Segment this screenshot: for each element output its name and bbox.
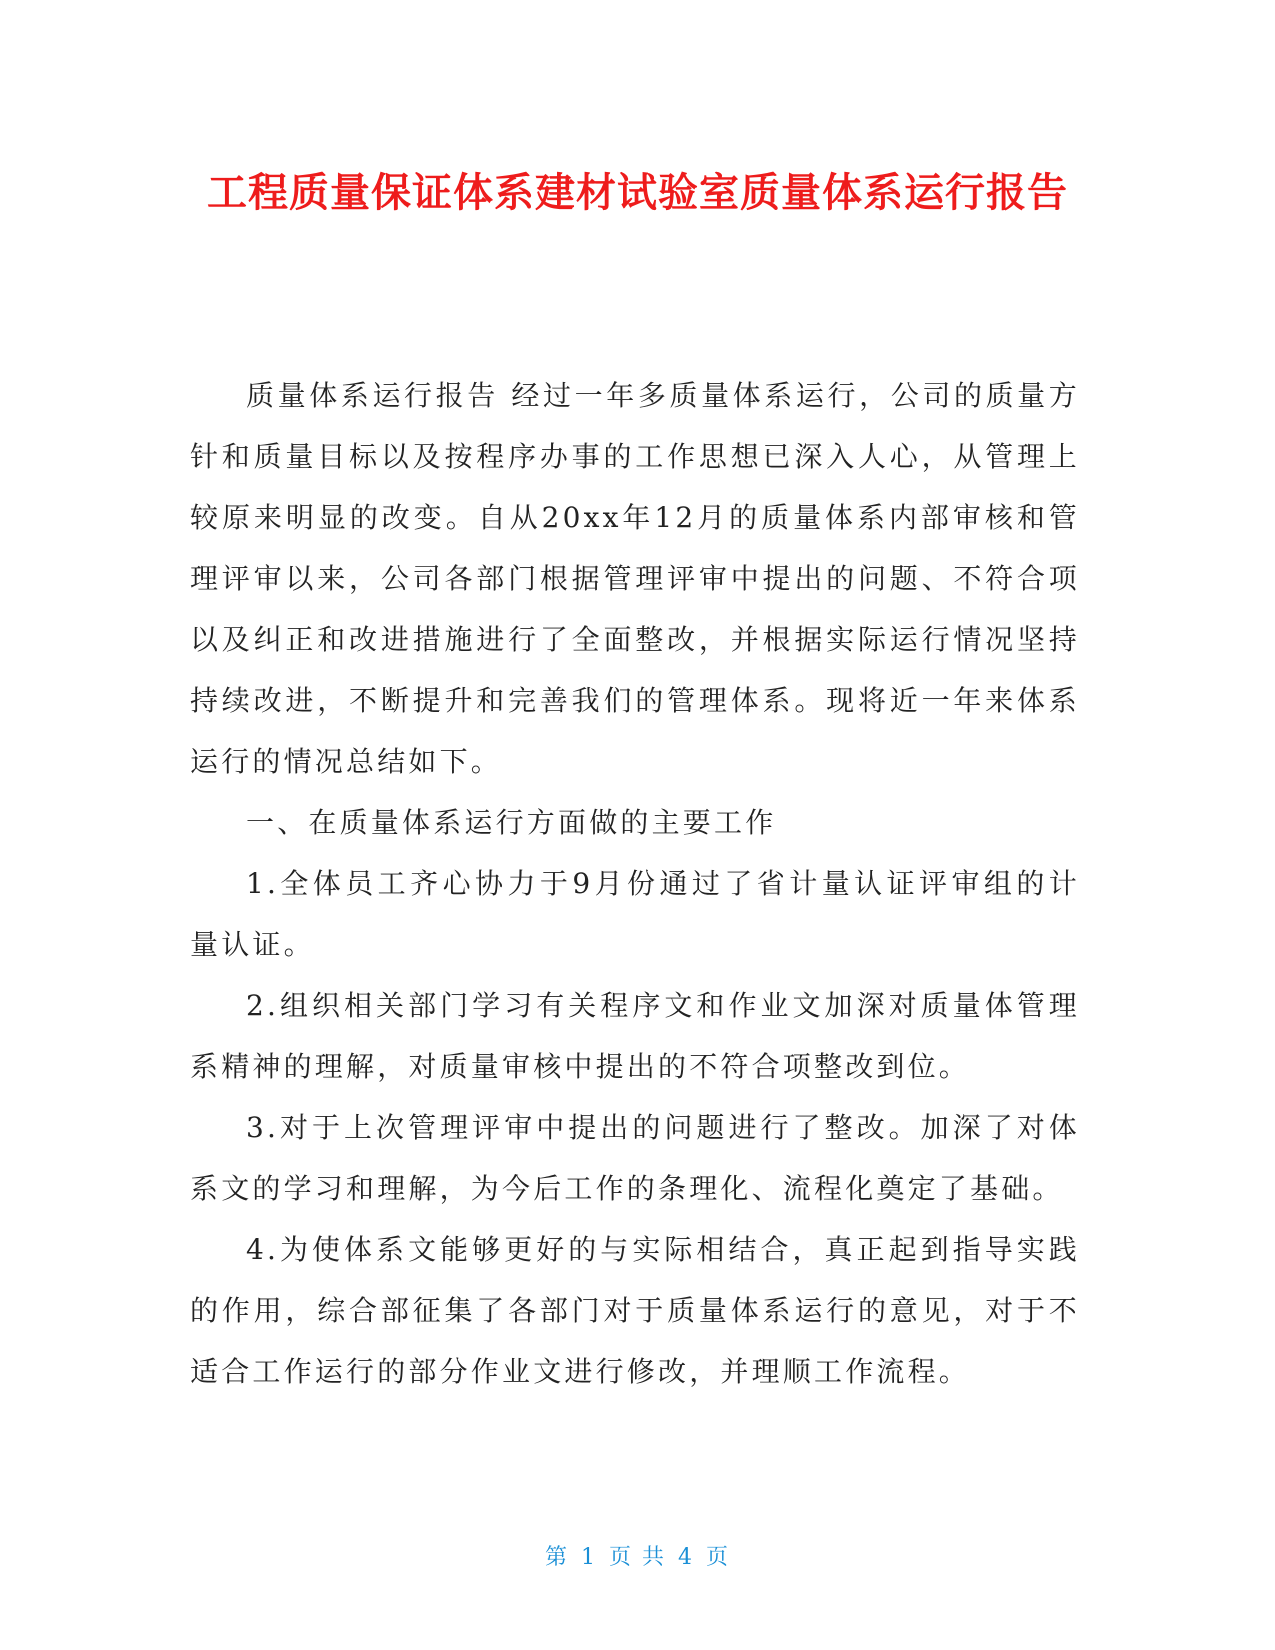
footer-total-pages: 4 bbox=[678, 1545, 694, 1570]
list-item-4: 4.为使体系文能够更好的与实际相结合，真正起到指导实践的作用，综合部征集了各部门对于质量体系运行的意见，对于不适合工作运行的部分作业文进行修改，并理顺工作流程。 bbox=[190, 1233, 1080, 1388]
list-item-3: 3.对于上次管理评审中提出的问题进行了整改。加深了对体系文的学习和理解，为今后工作的条理化、流程化奠定了基础。 bbox=[190, 1111, 1080, 1205]
footer-current-page: 1 bbox=[581, 1545, 597, 1570]
document-body bbox=[190, 365, 1080, 1402]
section-heading: 一、在质量体系运行方面做的主要工作 bbox=[246, 806, 777, 839]
list-item-1: 1.全体员工齐心协力于9月份通过了省计量认证评审组的计量认证。 bbox=[190, 867, 1080, 961]
list-item-2: 2.组织相关部门学习有关程序文和作业文加深对质量体管理系精神的理解，对质量审核中提出的不符合项整改到位。 bbox=[190, 989, 1080, 1083]
paragraph-intro: 质量体系运行报告 经过一年多质量体系运行，公司的质量方针和质量目标以及按程序办事的工作思想已深入人心，从管理上较原来明显的改变。自从20xx年12月的质量体系内部审核和管理评审以来，公司各部门根据管理评审中提出的问题、不符合项以及纠正和改进措施进行了全面整改，并根据实际运行情况坚持持续改进，不断提升和完善我们的管理体系。现将近一年来体系运行的情况总结如下。 bbox=[190, 379, 1080, 778]
page-footer bbox=[0, 1540, 1275, 1571]
footer-mid: 页 共 bbox=[609, 1545, 666, 1570]
footer-suffix: 页 bbox=[706, 1545, 731, 1570]
footer-prefix: 第 bbox=[544, 1545, 569, 1570]
document-title: 工程质量保证体系建材试验室质量体系运行报告 bbox=[207, 170, 1068, 216]
